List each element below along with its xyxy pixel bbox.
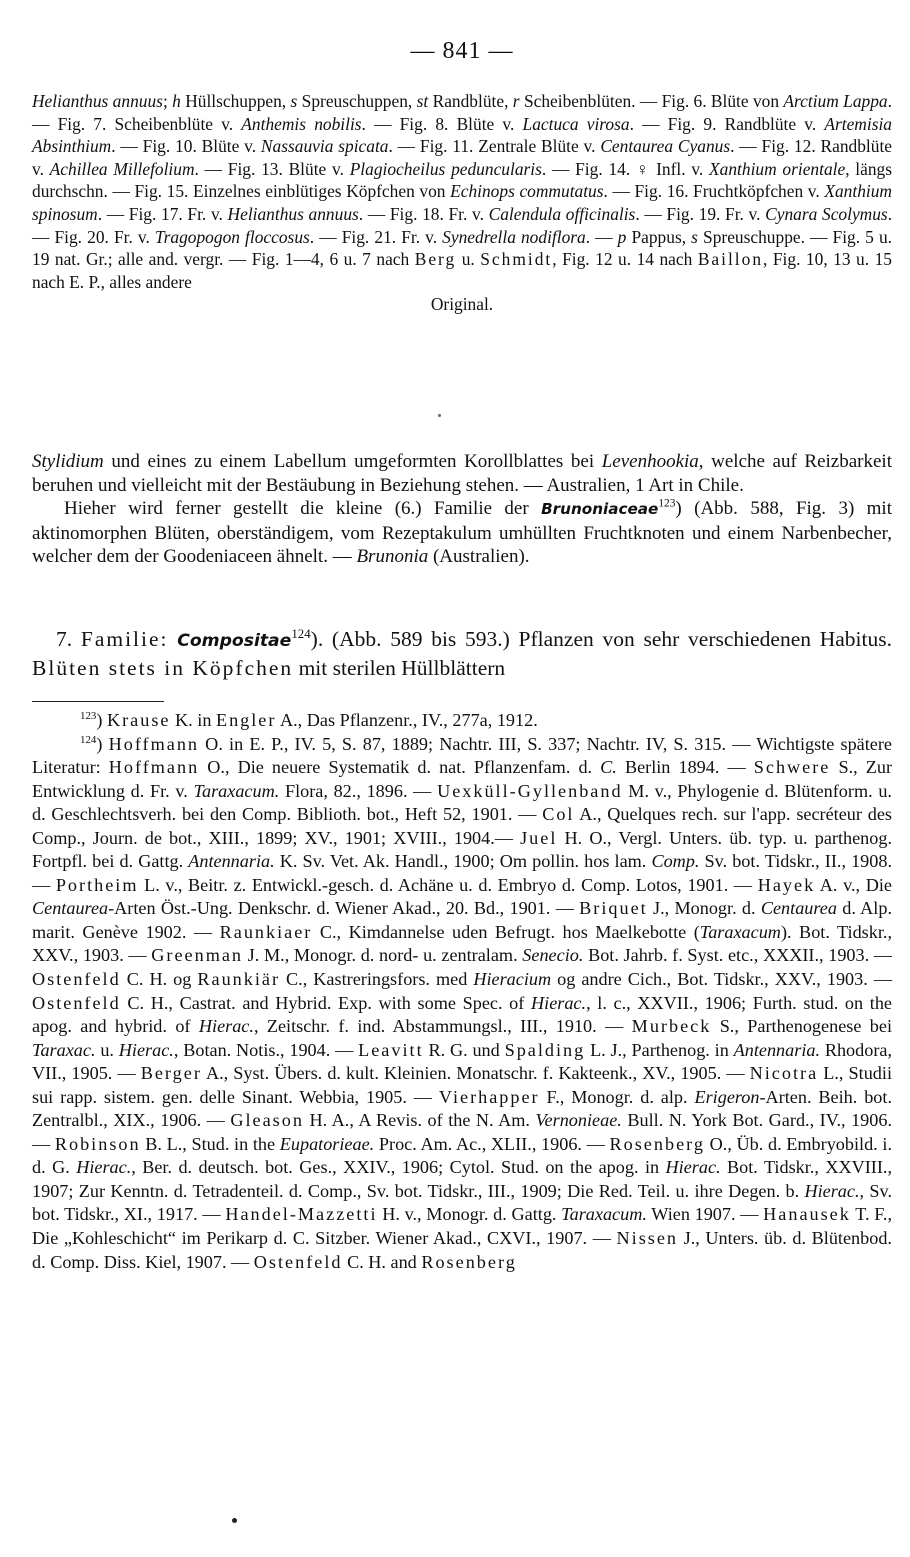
italic-term: Taraxacum (699, 921, 781, 942)
spaced-name: Gleason (230, 1110, 304, 1131)
italic-term: Erigeron (694, 1086, 760, 1107)
text-run: , Sv. bot. Tidskr., XI., 1917. — (32, 1180, 892, 1225)
text-run: og andre Cich., Bot. Tidskr., XXV., 1903. — (551, 969, 893, 990)
spaced-name: Uexküll-Gyllenband (437, 780, 623, 801)
text-run: H. A., A Revis. of the N. Am. (303, 1110, 536, 1131)
spaced-name: Portheim (55, 874, 139, 895)
italic-term: Antennaria. (733, 1039, 821, 1060)
italic-term: Stylidium (32, 451, 104, 472)
text-run: . — Fig. 8. Blüte v. (361, 113, 523, 134)
text-run: C., Kastreringsfors. med (280, 969, 474, 990)
family-name: Brunoniaceae (541, 500, 659, 518)
text-run: Bot. Tidskr., XXVIII., 1907; Zur Kenntn. d. Tetradenteil. d. Comp., Sv. bot. Tidskr., III., 1909; Die Red. Teil. u. ihre Degen. b. (32, 1157, 892, 1201)
italic-term: Lactuca virosa (522, 113, 630, 134)
text-run: Berlin 1894. — (616, 757, 754, 778)
text-run (169, 627, 178, 651)
text-run: 7. (56, 627, 81, 651)
italic-term: Centaurea (32, 898, 109, 919)
footnote-ref: 123 (80, 709, 97, 722)
spaced-name: Berg (414, 249, 457, 270)
text-run: A., Syst. Übers. d. kult. Kleinien. Monatschr. f. Kakteenk., XV., 1905. — (201, 1063, 750, 1084)
print-speck (232, 1518, 237, 1523)
text-run: S., Zur Entwicklung d. Fr. v. (32, 757, 892, 801)
text-run: ) (96, 710, 107, 730)
text-run: O., Die neuere Systematik d. nat. Pflanzenfam. d. (199, 757, 601, 778)
text-run: T. F., Die „Kohleschicht“ im Perikarp d. C. Sitzber. Wiener Akad., CXVI., 1907. — (32, 1204, 892, 1249)
text-run: C. H., Castrat. and Hybrid. Exp. with some Spec. of (120, 992, 531, 1013)
italic-term: Brunonia (356, 546, 429, 567)
text-run: , Zeitschr. f. ind. Abstammungsl., III., 1910. — (253, 1016, 632, 1037)
figure-caption (32, 90, 892, 316)
italic-term: st (416, 91, 429, 111)
text-run: O. in E. P., IV. 5, S. 87, 1889; Nachtr. III, S. 337; Nachtr. IV, S. 315. — Wichtigste spätere Literatur: (32, 733, 892, 778)
text-run: Randblüte, (428, 91, 513, 111)
spaced-name: Familie: (80, 627, 169, 651)
spaced-name: Schwere (753, 757, 831, 778)
italic-term: Vernonieae. (535, 1110, 622, 1131)
text-run: . — Fig. 12. Randblüte v. (32, 136, 892, 179)
text-run: K. Sv. Vet. Ak. Handl., 1900; Om pollin. hos lam. (274, 851, 652, 872)
italic-term: p (617, 226, 627, 247)
spaced-name: Ostenfeld (253, 1251, 343, 1272)
text-run: . — Fig. 9. Randblüte v. (629, 113, 825, 134)
italic-term: Calendula officinalis (488, 203, 636, 224)
text-run: . — Fig. 17. Fr. v. (97, 203, 228, 224)
italic-term: Xanthium orientale (709, 158, 846, 179)
text-run: , welche auf Reizbarkeit beruhen und vielleicht mit der Bestäubung in Beziehung stehen. — Australien, 1 Art in Chile. (32, 451, 892, 496)
spaced-name: Vierhapper (438, 1086, 540, 1107)
spaced-name: Rosenberg (609, 1133, 705, 1154)
text-run: ) (96, 733, 109, 754)
spaced-name: Engler (215, 710, 277, 730)
text-run: . — Fig. 19. Fr. v. (635, 203, 766, 224)
text-run: ). (Abb. 589 bis 593.) Pflanzen von sehr verschiedenen Habitus. (310, 627, 892, 651)
text-run: -Arten. Beih. bot. Zentralbl., XIX., 1906. — (32, 1086, 893, 1131)
text-run: Sv. bot. Tidskr., II., 1908. — (32, 851, 892, 895)
spaced-name: Schmidt (480, 249, 553, 270)
italic-term: Senecio. (522, 945, 584, 966)
text-run: . — Fig. 7. Scheibenblüte v. (32, 91, 892, 134)
text-run: (Australien). (428, 546, 530, 567)
text-run: K. in (170, 710, 216, 730)
italic-term: r (512, 91, 520, 111)
italic-term: Hierac. (76, 1157, 132, 1178)
italic-term: Echinops commutatus (450, 181, 604, 202)
text-run: Scheibenblüten. — Fig. 6. Blüte von (519, 91, 784, 111)
print-speck (438, 414, 441, 417)
text-run: C. H. og (120, 969, 198, 990)
text-run: B. L., Stud. in the (140, 1133, 280, 1154)
text-run: ). Bot. Tidskr., XXV., 1903. — (32, 921, 892, 966)
text-run: , Botan. Notis., 1904. — (173, 1039, 359, 1060)
text-run: M. v., Phylogenie d. Blütenform. u. d. Geschlechtsverh. bei den Comp. Biblioth. bot., Heft 52, 1901. — (32, 780, 892, 825)
text-run: Pappus, (626, 226, 692, 247)
spaced-name: Nicotra (749, 1063, 819, 1084)
text-run: C., Kimdannelse uden Befrugt. hos Maelkebotte ( (312, 921, 700, 942)
text-run: H. v., Monogr. d. Gattg. (377, 1204, 562, 1225)
italic-term: Helianthus annuus (227, 203, 359, 224)
italic-term: Helianthus annuus (32, 91, 163, 111)
italic-term: Cynara Scolymus (765, 203, 888, 224)
caption-text (32, 91, 892, 292)
text-run: und eines zu einem Labellum umgeformten Korollblattes bei (103, 451, 602, 472)
text-run: d. Alp. marit. Genève 1902. — (32, 898, 892, 942)
text-run: , l. c., XXVII., 1906; Furth. stud. on the apog. and hybrid. of (32, 992, 892, 1037)
spaced-name: Robinson (54, 1133, 141, 1154)
text-run: A. v., Die (815, 874, 892, 895)
italic-term: Xanthium spinosum (32, 181, 892, 224)
spaced-name: Raunkiaer (219, 921, 313, 942)
italic-term: Nassauvia spicata (260, 136, 389, 157)
italic-term: Arctium Lappa (783, 91, 888, 111)
spaced-name: Baillon (697, 249, 764, 270)
spaced-name: Greenman (151, 945, 244, 966)
text-run: R. G. und (423, 1039, 505, 1060)
text-run: J., Monogr. d. (647, 898, 761, 919)
italic-term: Achillea Millefolium (49, 158, 195, 179)
spaced-name: Hayek (757, 874, 816, 895)
family-heading-paragraph (32, 626, 892, 682)
footnote-ref: 124 (291, 626, 311, 641)
italic-term: Taraxac. (32, 1039, 96, 1060)
italic-term: Plagiocheilus peduncularis (349, 158, 542, 179)
spaced-name: Ostenfeld (32, 992, 121, 1013)
spaced-name: Col (542, 804, 575, 825)
text-run: , Fig. 12 u. 14 nach (552, 249, 698, 270)
italic-term: Hierac. (531, 992, 587, 1013)
text-run: . — Fig. 21. Fr. v. (309, 226, 443, 247)
body-paragraph (32, 450, 892, 497)
text-run: Hüllschuppen, (180, 91, 291, 111)
spaced-name: Berger (140, 1063, 202, 1084)
footnote-ref: 123 (658, 497, 676, 510)
text-run: Wien 1907. — (646, 1204, 764, 1225)
spaced-name: Murbeck (631, 1016, 712, 1037)
footnote-rule (32, 701, 164, 702)
spaced-name: Rosenberg (421, 1251, 517, 1272)
text-run: . — Fig. 20. Fr. v. (32, 203, 893, 247)
text-run: H. O., Vergl. Unters. üb. typ. u. parthenog. Fortpfl. bei d. Gattg. (32, 827, 892, 872)
spaced-name: Briquet (579, 898, 648, 919)
text-run: F., Monogr. d. alp. (539, 1086, 695, 1107)
spaced-name: Spalding (504, 1039, 586, 1060)
text-run: . — Fig. 18. Fr. v. (358, 203, 489, 224)
italic-term: Anthemis nobilis (241, 113, 362, 134)
text-run: S., Parthenogenese bei (711, 1016, 893, 1037)
body-text (32, 450, 892, 569)
spaced-name: Blüten stets in Köpfchen (32, 656, 294, 680)
footnote (32, 709, 892, 733)
italic-term: Levenhookia (601, 451, 699, 472)
text-run: Proc. Am. Ac., XLII., 1906. — (374, 1133, 610, 1154)
family-name: Compositae (177, 631, 292, 651)
italic-term: Taraxacum. (561, 1204, 647, 1225)
text-run: mit sterilen Hüllblättern (293, 656, 506, 680)
text-run: -Arten Öst.-Ung. Denkschr. d. Wiener Akad., 20. Bd., 1901. — (108, 898, 580, 919)
text-run: ; (162, 91, 173, 111)
italic-term: s (691, 226, 698, 247)
text-run: u. (456, 249, 481, 270)
italic-term: Hierac. (198, 1016, 254, 1037)
italic-term: Centaurea Cyanus (600, 136, 731, 157)
italic-term: Hierac. (804, 1180, 860, 1201)
spaced-name: Hanausek (763, 1204, 851, 1225)
italic-term: s (290, 91, 298, 111)
italic-term: Hierac. (118, 1039, 174, 1060)
text-run: . — Fig. 10. Blüte v. (111, 136, 261, 157)
body-paragraph (32, 497, 892, 569)
italic-term: Synedrella nodiflora (442, 226, 586, 247)
italic-term: Hieracium (473, 969, 552, 990)
spaced-name: Handel-Mazzetti (225, 1204, 378, 1225)
caption-tail: Original. (430, 294, 494, 315)
italic-term: Taraxacum. (193, 780, 280, 801)
spaced-name: Krause (106, 710, 171, 730)
text-run: . — Fig. 14. ♀ Infl. v. (541, 158, 710, 179)
italic-term: Centaurea (760, 898, 837, 919)
spaced-name: Leavitt (358, 1039, 424, 1060)
italic-term: Tragopogon floccosus (154, 226, 310, 247)
text-run: Bot. Jahrb. f. Syst. etc., XXXII., 1903. — (583, 945, 892, 966)
text-run: A., Quelques rech. sur l'app. secréteur des Comp., Journ. de bot., XIII., 1899; XV., 1901; XVIII., 1904.— (32, 804, 892, 848)
footnotes (32, 709, 892, 1274)
text-run: J., Unters. üb. d. Blütenbod. d. Comp. Diss. Kiel, 1907. — (32, 1228, 892, 1272)
footnote (32, 733, 892, 1275)
spaced-name: Hoffmann (108, 757, 200, 778)
spaced-name: Raunkiär (197, 969, 281, 990)
italic-term: Antennaria. (188, 851, 275, 872)
text-run: . — Fig. 13. Blüte v. (194, 158, 350, 179)
italic-term: Comp. (651, 851, 700, 872)
footnote-ref: 124 (80, 733, 97, 746)
text-run: Bull. N. York Bot. Gard., IV., 1906. — (32, 1110, 893, 1154)
italic-term: Artemisia Absinthium (32, 113, 892, 157)
spaced-name: Juel (520, 827, 558, 848)
text-run: , Ber. d. deutsch. bot. Ges., XXIV., 1906; Cytol. Stud. on the apog. in (131, 1157, 666, 1178)
text-run: u. (95, 1039, 119, 1060)
text-run: . — (585, 226, 618, 247)
spaced-name: Hoffmann (108, 733, 200, 754)
text-run: Spreuschuppe. — Fig. 5 u. 19 nat. Gr.; alle and. vergr. — Fig. 1—4, 6 u. 7 nach (32, 226, 893, 270)
text-run: Spreuschuppen, (297, 91, 417, 111)
spaced-name: Nissen (616, 1228, 679, 1249)
italic-term: Hierac. (665, 1157, 721, 1178)
text-run: ) (Abb. 588, Fig. 3) mit aktinomorphen Blüten, oberständigem, vom Rezeptakulum umhüllten Fruchtknoten und einem Narbenbecher, welcher dem der Goodeniaceen ähnelt. — (32, 498, 892, 567)
italic-term: C. (600, 757, 617, 778)
family-paragraph (32, 626, 892, 682)
italic-term: Eupatorieae. (279, 1133, 375, 1154)
text-run: A., Das Pflanzenr., IV., 277a, 1912. (276, 710, 538, 730)
text-run: L., Studii sui rapp. sistem. gen. delle Sinant. Webbia, 1905. — (32, 1063, 892, 1107)
text-run: . — Fig. 11. Zentrale Blüte v. (388, 136, 601, 157)
text-run: Flora, 82., 1896. — (279, 780, 438, 801)
text-run: . — Fig. 16. Fruchtköpfchen v. (603, 181, 825, 202)
text-run: J. M., Monogr. d. nord- u. zentralam. (243, 945, 523, 966)
text-run: Rhodora, VII., 1905. — (32, 1039, 893, 1084)
italic-term: h (172, 91, 181, 111)
text-run: , längs durchschn. — Fig. 15. Einzelnes einblütiges Köpfchen von (32, 158, 893, 202)
text-run: L. v., Beitr. z. Entwickl.-gesch. d. Achäne u. d. Embryo d. Comp. Lotos, 1901. — (138, 874, 758, 895)
text-run: , Fig. 10, 13 u. 15 nach E. P., alles andere (32, 249, 892, 292)
text-run: O., Üb. d. Embryobild. i. d. G. (32, 1133, 892, 1178)
spaced-name: Ostenfeld (32, 969, 121, 990)
text-run: C. H. and (342, 1251, 422, 1272)
text-run: Hieher wird ferner gestellt die kleine (6.) Familie der (64, 498, 542, 519)
text-run: L. J., Parthenog. in (585, 1039, 734, 1060)
page-number: — 841 — (410, 38, 514, 64)
